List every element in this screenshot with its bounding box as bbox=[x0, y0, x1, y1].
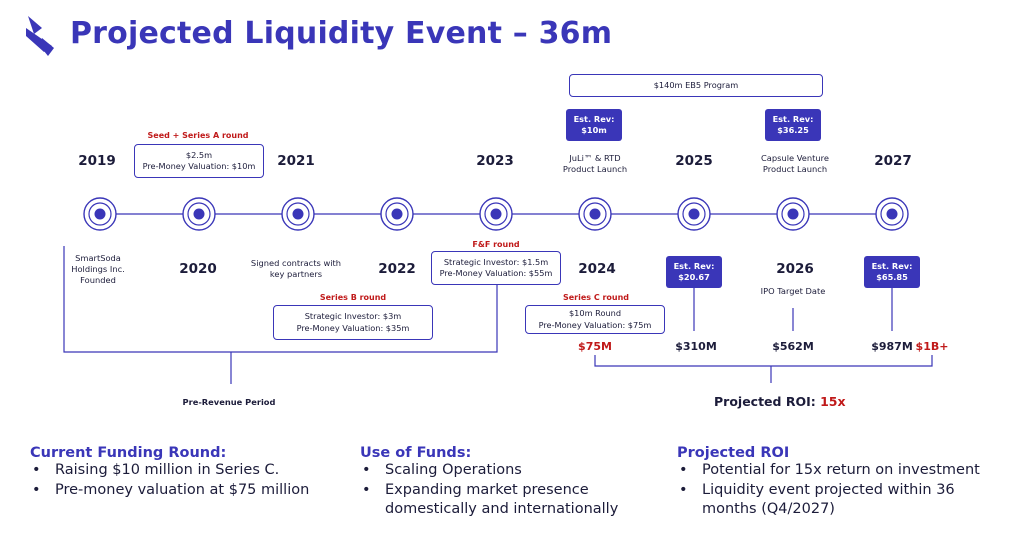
contracts-line1: Signed contracts with bbox=[250, 258, 342, 268]
roi-item: • Potential for 15x return on investment bbox=[677, 461, 997, 481]
roi-item: • Liquidity event projected within 36 months (Q4/2027) bbox=[677, 481, 997, 520]
founded-line2: Holdings Inc. bbox=[71, 264, 125, 275]
valuation-987m: $987M bbox=[871, 340, 913, 353]
funding-title: Current Funding Round: bbox=[30, 445, 227, 461]
page-title: Projected Liquidity Event – 36m bbox=[70, 16, 613, 51]
year-2025: 2025 bbox=[675, 153, 713, 169]
est-rev-label: Est. Rev: bbox=[673, 260, 715, 271]
est-rev-2024-badge bbox=[566, 109, 622, 141]
series-b-box bbox=[273, 305, 433, 340]
projected-roi-summary bbox=[714, 394, 846, 409]
est-rev-2026-badge bbox=[765, 109, 821, 141]
seed-round-label: Seed + Series A round bbox=[147, 131, 249, 140]
signed-contracts-text bbox=[236, 258, 356, 280]
valuation-310m: $310M bbox=[675, 340, 717, 353]
series-c-valuation: Pre-Money Valuation: $75m bbox=[538, 319, 652, 330]
use-of-funds-section bbox=[360, 445, 660, 520]
year-2023: 2023 bbox=[476, 153, 514, 169]
timeline-node bbox=[579, 198, 611, 230]
capsule-launch-line1: Capsule Venture bbox=[760, 153, 829, 163]
eb5-program-label: $140m EB5 Program bbox=[653, 79, 739, 90]
ff-round-label: F&F round bbox=[472, 240, 520, 249]
series-c-label: Series C round bbox=[562, 293, 630, 302]
est-rev-value: $20.67 bbox=[678, 272, 710, 282]
valuation-75m: $75M bbox=[578, 340, 612, 353]
year-2019: 2019 bbox=[78, 153, 116, 169]
series-b-label: Series B round bbox=[319, 293, 387, 302]
est-rev-label: Est. Rev: bbox=[871, 260, 913, 271]
roi-section bbox=[677, 445, 997, 520]
eb5-program-box bbox=[569, 74, 823, 97]
valuation-562m: $562M bbox=[772, 340, 814, 353]
juli-launch-line2: Product Launch bbox=[562, 164, 628, 175]
timeline-node bbox=[876, 198, 908, 230]
year-2027: 2027 bbox=[874, 153, 912, 169]
est-rev-2025-badge bbox=[666, 256, 722, 288]
funding-item: • Raising $10 million in Series C. bbox=[30, 461, 350, 481]
series-b-investor: Strategic Investor: $3m bbox=[304, 311, 402, 322]
series-c-round: $10m Round bbox=[568, 308, 622, 319]
juli-launch-line1: JuLi™ & RTD bbox=[569, 153, 621, 163]
seed-valuation: Pre-Money Valuation: $10m bbox=[142, 161, 256, 171]
est-rev-label: Est. Rev: bbox=[573, 113, 615, 124]
juli-launch-text bbox=[540, 153, 650, 175]
timeline-node bbox=[282, 198, 314, 230]
roi-title: Projected ROI bbox=[677, 445, 790, 461]
smartsoda-founded-text bbox=[53, 253, 143, 287]
est-rev-value: $10m bbox=[581, 125, 607, 135]
est-rev-value: $65.85 bbox=[876, 272, 908, 282]
timeline-node bbox=[678, 198, 710, 230]
use-of-funds-item: • Expanding market presence domestically and internationally bbox=[360, 481, 660, 520]
seed-amount: $2.5m bbox=[185, 149, 213, 160]
timeline-node bbox=[381, 198, 413, 230]
timeline-node bbox=[183, 198, 215, 230]
capsule-launch-text bbox=[740, 153, 850, 175]
est-rev-label: Est. Rev: bbox=[772, 113, 814, 124]
year-2020: 2020 bbox=[179, 261, 217, 277]
seed-round-box bbox=[134, 144, 264, 178]
founded-line3: Founded bbox=[80, 275, 116, 286]
pre-revenue-period-label: Pre-Revenue Period bbox=[182, 397, 276, 407]
year-2024: 2024 bbox=[578, 261, 616, 277]
funding-item: • Pre-money valuation at $75 million bbox=[30, 481, 350, 501]
timeline-node bbox=[84, 198, 116, 230]
year-2021: 2021 bbox=[277, 153, 315, 169]
funding-section bbox=[30, 445, 350, 500]
founded-line1: SmartSoda bbox=[75, 253, 121, 263]
year-2026: 2026 bbox=[776, 261, 814, 277]
ipo-target-text: IPO Target Date bbox=[760, 286, 826, 296]
series-c-box bbox=[525, 305, 665, 334]
contracts-line2: key partners bbox=[269, 269, 323, 280]
valuation-1b: $1B+ bbox=[915, 340, 949, 353]
projected-roi-label: Projected ROI: bbox=[714, 394, 816, 409]
use-of-funds-title: Use of Funds: bbox=[360, 445, 472, 461]
timeline-node bbox=[777, 198, 809, 230]
ff-investor: Strategic Investor: $1.5m bbox=[443, 256, 549, 267]
series-b-valuation: Pre-Money Valuation: $35m bbox=[296, 322, 410, 333]
est-rev-2027-badge bbox=[864, 256, 920, 288]
ff-round-box bbox=[431, 251, 561, 285]
timeline-node bbox=[480, 198, 512, 230]
est-rev-value: $36.25 bbox=[777, 125, 809, 135]
capsule-launch-line2: Product Launch bbox=[762, 164, 828, 175]
ff-valuation: Pre-Money Valuation: $55m bbox=[439, 268, 553, 278]
use-of-funds-item: • Scaling Operations bbox=[360, 461, 660, 481]
projected-roi-value: 15x bbox=[820, 394, 846, 409]
year-2022: 2022 bbox=[378, 261, 416, 277]
